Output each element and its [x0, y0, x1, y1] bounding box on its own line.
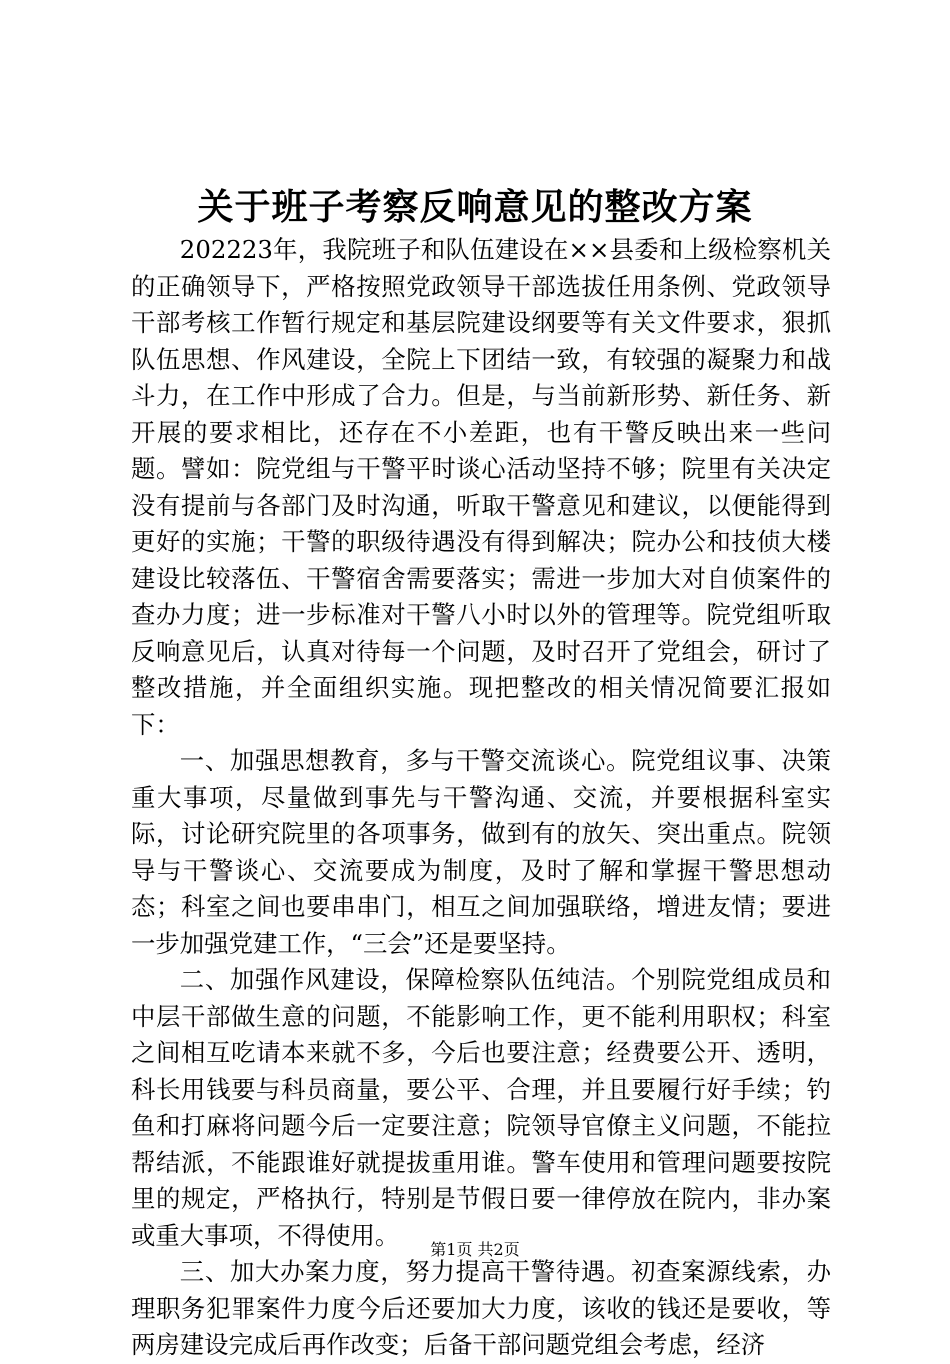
page-footer: 第1页 共2页 — [430, 1240, 520, 1259]
paragraph-intro: 202223年，我院班子和队伍建设在××县委和上级检察机关的正确领导下，严格按照党政领导干部选拔任用条例、党政领导干部考核工作暂行规定和基层院建设纲要等有关文件要求，狠抓队伍思想、作风建设，全院上下团结一致，有较强的凝聚力和战斗力，在工作中形成了合力。但是，与当前新形势、新任务、新开展的要求相比，还存在不小差距，也有干警反映出来一些问题。譬如：院党组与干警平时谈心活动坚持不够；院里有关决定没有提前与各部门及时沟通，听取干警意见和建议，以便能得到更好的实施；干警的职级待遇没有得到解决；院办公和技侦大楼建设比较落伍、干警宿舍需要落实；需进一步加大对自侦案件的查办力度；进一步标准对干警八小时以外的管理等。院党组听取反响意见后，认真对待每一个问题，及时召开了党组会，研讨了整改措施，并全面组织实施。现把整改的相关情况简要汇报如下： — [131, 235, 831, 739]
document-title: 关于班子考察反响意见的整改方案 — [197, 186, 753, 228]
paragraph-section-2: 二、加强作风建设，保障检察队伍纯洁。个别院党组成员和中层干部做生意的问题，不能影响工作，更不能利用职权；科室之间相互吃请本来就不多，今后也要注意；经费要公开、透明，科长用钱要与科员商量，要公平、合理，并且要履行好手续；钓鱼和打麻将问题今后一定要注意；院领导官僚主义问题，不能拉帮结派，不能跟谁好就提拔重用谁。警车使用和管理问题要按院里的规定，严格执行，特别是节假日要一律停放在院内，非办案或重大事项，不得使用。 — [131, 965, 831, 1250]
paragraph-section-3: 三、加大办案力度，努力提高干警待遇。初查案源线索，办理职务犯罪案件力度今后还要加大力度，该收的钱还是要收，等两房建设完成后再作改变；后备干部问题党组会考虑，经济 — [131, 1257, 831, 1359]
document-body — [131, 232, 831, 1364]
paragraph-section-1: 一、加强思想教育，多与干警交流谈心。院党组议事、决策重大事项，尽量做到事先与干警沟通、交流，并要根据科室实际，讨论研究院里的各项事务，做到有的放矢、突出重点。院领导与干警谈心、交流要成为制度，及时了解和掌握干警思想动态；科室之间也要串串门，相互之间加强联络，增进友情；要进一步加强党建工作，“三会”还是要坚持。 — [131, 746, 831, 958]
